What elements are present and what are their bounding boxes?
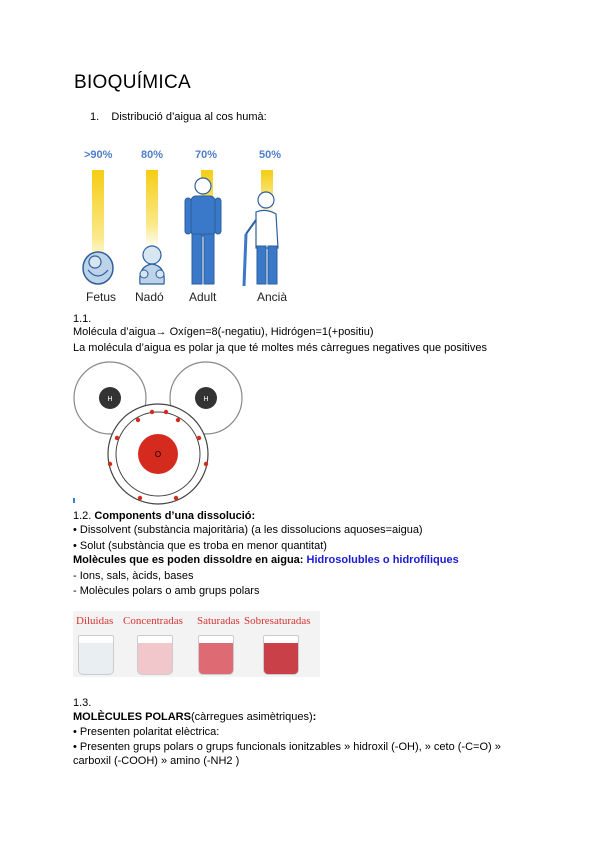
page-title: BIOQUÍMICA [74, 72, 192, 93]
label-fetus: Fetus [86, 290, 117, 304]
polarity-bullet: • Presenten polaritat elèctrica: [73, 726, 220, 738]
glass-label-saturadas: Saturadas [197, 615, 240, 627]
section-1-2-heading [73, 510, 255, 523]
soluble-bold: Molècules que es poden dissoldre en aigua: [73, 554, 304, 566]
ancia-figure [236, 190, 292, 288]
adult-figure [183, 176, 223, 288]
percent-nado: 80% [141, 149, 164, 161]
glass-saturada [198, 635, 234, 675]
section-1-2-title: Components d’una dissolució: [94, 510, 256, 522]
functional-groups-cont: carboxil (-COOH) » amino (-NH2 ) [73, 755, 240, 767]
polar-molecules-item: - Molècules polars o amb grups polars [73, 585, 260, 597]
h-left-label: H [107, 396, 113, 403]
o-label: O [154, 450, 162, 459]
list-text: Distribució d’aigua al cos humà: [111, 111, 267, 123]
percent-adult: 70% [195, 149, 218, 161]
glass-label-concentradas: Concentradas [123, 615, 183, 627]
fetus-figure [78, 242, 118, 286]
solvent-bullet: • Dissolvent (substància majoritària) (a les dissolucions aquoses=aigua) [73, 524, 423, 536]
glass-concentrada [137, 635, 173, 675]
percent-fetus: >90% [84, 149, 113, 161]
glass-label-diluidas: Diluidas [76, 615, 114, 627]
polar-title-colon: : [312, 711, 317, 723]
solutions-glasses-figure [73, 611, 320, 677]
list-number: 1. [90, 111, 100, 123]
water-molecule-text: Molécula d’aigua→ Oxígen=8(-negatiu), Hidrógen=1(+positiu) [73, 326, 374, 338]
polar-title-normal: (càrregues asimètriques) [190, 711, 313, 723]
ions-item: - Ions, sals, àcids, bases [73, 570, 194, 582]
glass-sobresaturada [263, 635, 299, 675]
soluble-highlight: Hidrosolubles o hidrofíliques [306, 554, 459, 566]
section-1-3-heading: 1.3. [73, 697, 92, 709]
h-right-label: H [203, 396, 209, 403]
polar-molecules-title [73, 711, 316, 724]
section-1-2-number: 1.2. [73, 510, 92, 522]
polar-title-bold: MOLÈCULES POLARS [73, 711, 191, 723]
label-ancia: Ancià [257, 290, 288, 304]
section-1-1-heading: 1.1. [73, 313, 92, 325]
glass-label-sobresaturadas: Sobresaturadas [244, 615, 311, 627]
glass-diluida [78, 635, 114, 675]
water-distribution-figure [74, 146, 304, 306]
functional-groups-bullet: • Presenten grups polars o grups funcionals ionitzables » hidroxil (-OH), » ceto (-C=O) » [73, 741, 501, 753]
polarity-text: La molécula d’aigua es polar ja que té moltes més càrregues negatives que positives [73, 342, 487, 354]
label-adult: Adult [189, 290, 217, 304]
solute-bullet: • Solut (substància que es troba en menor quantitat) [73, 540, 327, 552]
percent-ancia: 50% [259, 149, 282, 161]
water-bar-nado [146, 170, 158, 248]
label-nado: Nadó [135, 290, 164, 304]
soluble-heading [73, 554, 459, 567]
water-molecule-diagram [70, 358, 250, 506]
list-item-1 [90, 111, 267, 124]
nado-figure [132, 244, 172, 286]
blue-marker [73, 498, 75, 503]
